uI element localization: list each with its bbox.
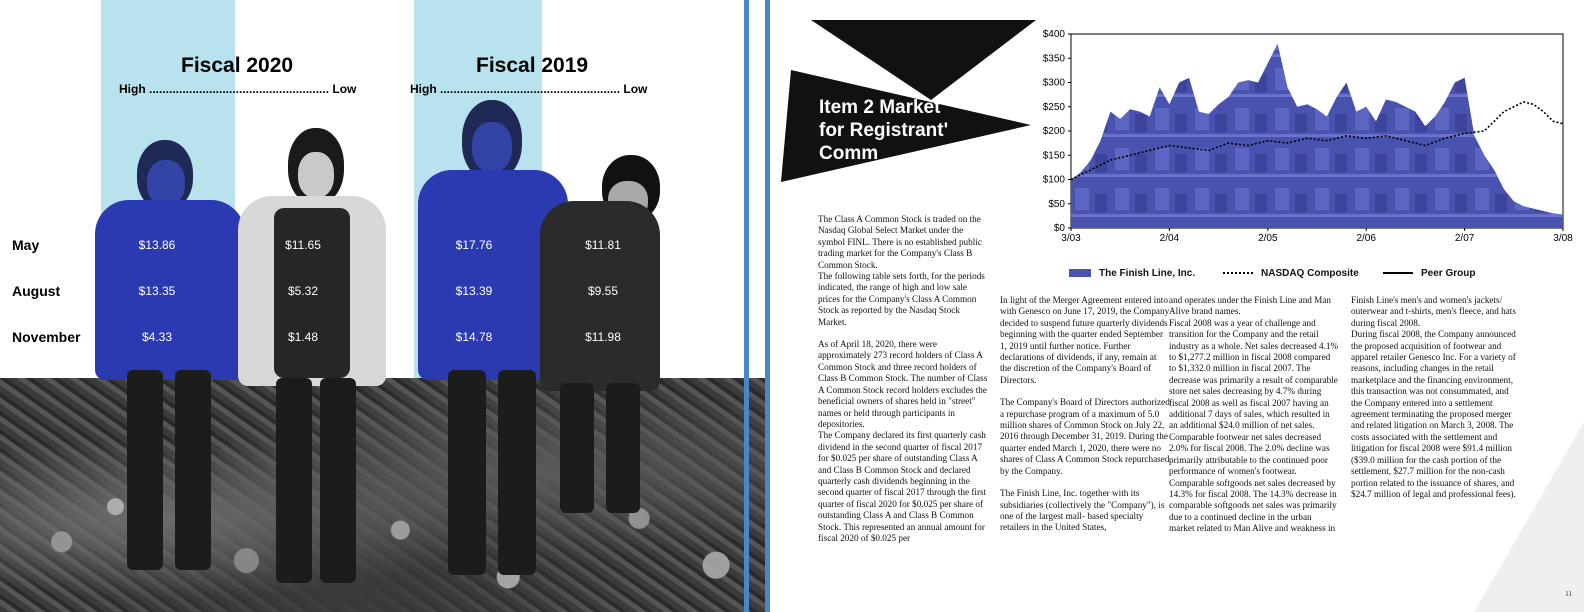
legend-swatch-solid — [1383, 272, 1413, 274]
legend-finish-line — [1069, 268, 1195, 279]
fiscal-2020-title: Fiscal 2020 — [181, 54, 294, 77]
price-cell: $9.55 — [587, 284, 619, 298]
price-cell: $11.65 — [285, 238, 321, 252]
fiscal-2020-high-low-header: High ...................................................... Low — [119, 82, 357, 96]
legend-label: Peer Group — [1421, 268, 1476, 279]
legend-label: The Finish Line, Inc. — [1099, 268, 1196, 279]
legend-swatch-area — [1069, 269, 1091, 277]
plot-area — [1043, 29, 1573, 244]
x-tick-label: 2/07 — [1454, 233, 1475, 244]
x-tick-label: 2/06 — [1356, 233, 1376, 244]
price-cell: $13.39 — [455, 284, 493, 298]
legend-label: NASDAQ Composite — [1261, 268, 1359, 279]
paragraph: The Finish Line, Inc. together with its subsidiaries (collectively the "Company"), is one of the largest mall- based specialty retailers in the United States, — [1000, 488, 1165, 533]
y-tick-label: $0 — [1053, 223, 1065, 234]
row-label-november: November — [12, 329, 81, 345]
page-divider-bar — [744, 0, 749, 612]
right-page — [771, 0, 1584, 612]
y-tick-label: $100 — [1042, 174, 1065, 186]
x-tick-label: 2/05 — [1258, 233, 1278, 244]
paragraph: Finish Line's men's and women's jackets/ outerwear and t-shirts, men's fleece, and hats during fiscal 2008. — [1351, 295, 1516, 328]
row-label-august: August — [12, 283, 61, 299]
paragraph: In light of the Merger Agreement entered into with Genesco on June 17, 2019, the Company decided to suspend future quarterly dividends beginning with the quarter ended September 1, 2019 until further notice. Further declarations of dividends, if any, remain at the discretion of the Company's Board of Directors. — [1000, 295, 1170, 385]
paragraph: The Company's Board of Directors authorized a repurchase program of a maximum of 5.0 million shares of Common Stock on July 22, 2016 through December 31, 2019. During the quarter ended March 1, 2020, there were no shares of Class A Common Stock repurchased by the Company. — [1000, 397, 1170, 476]
text-column-1 — [818, 214, 988, 544]
page-number: 11 — [1565, 590, 1572, 598]
price-cell: $14.78 — [455, 330, 493, 344]
y-tick-label: $400 — [1042, 29, 1065, 40]
fiscal-2019-high-low-header: High ...................................................... Low — [410, 82, 648, 96]
price-cell: $13.86 — [138, 238, 176, 252]
paragraph — [1000, 386, 1170, 397]
legend-peer — [1383, 268, 1475, 279]
y-tick-label: $300 — [1042, 77, 1065, 89]
paragraph: Fiscal 2008 was a year of challenge and transition for the Company and the retail industry as a whole. Net sales decreased 4.1% to $1,277.2 million in fiscal 2008 compared to $1,332.0 million in fiscal 2007. The decrease was primarily a result of comparable store net sales decreasing by 4.7% during fiscal 2008 as well as fiscal 2007 having an additional 7 days of sales, which resulted in an additional $24.0 million of net sales. Comparable footwear net sales decreased 2.0% for fiscal 2008. The 2.0% decline was primarily attributable to the continued poor performance of women's footwear. Comparable softgoods net sales decreased by 14.3% for fiscal 2008. The 14.3% decrease in comparable softgoods net sales was primarily due to a continued decline in the urban market related to Man Alive and weakness in — [1169, 317, 1339, 534]
price-cell: $5.32 — [287, 284, 319, 298]
person-photo-2 — [238, 128, 388, 588]
section-title: Item 2 Market for Registrant' Comm — [819, 97, 949, 164]
paragraph: As of April 18, 2020, there were approximately 273 record holders of Class A Common Stock and three record holders of Class B Common Stock. The number of Class A Common Stock record holders excludes the beneficial owners of shares held in "street" names or held through participants in depositories. — [818, 339, 988, 429]
fiscal-2019-title: Fiscal 2019 — [476, 54, 589, 77]
page-divider-bar — [765, 0, 770, 612]
x-tick-label: 3/03 — [1061, 233, 1081, 244]
y-tick-label: $250 — [1042, 101, 1065, 113]
person-photo-1 — [95, 140, 245, 580]
price-cell: $1.48 — [287, 330, 319, 344]
y-tick-label: $200 — [1042, 126, 1065, 137]
y-tick-label: $150 — [1042, 150, 1065, 162]
text-column-2 — [1000, 295, 1170, 534]
y-tick-label: $350 — [1042, 53, 1065, 65]
stock-performance-chart — [1033, 22, 1573, 244]
price-cell: $13.35 — [138, 284, 176, 298]
paragraph: The following table sets forth, for the periods indicated, the range of high and low sale prices for the Company's Class A Common Stock as reported by the Nasdaq Stock Market. — [818, 271, 985, 327]
y-tick-label: $50 — [1048, 198, 1065, 210]
paragraph: During fiscal 2008, the Company announced the proposed acquisition of footwear and apparel retailer Genesco Inc. For a variety of reasons, including changes in the retail marketplace and the financing environment, this transaction was not consummated, and the Company entered into a settlement agreement terminating the proposed merger and related litigation on March 3, 2008. The costs associated with the settlement and litigation for fiscal 2008 were $91.4 million ($39.0 million for the cash portion of the settlement, $27.7 million for the non-cash portion related to the issuance of shares, and $24.7 million of legal and professional fees). — [1351, 329, 1516, 499]
paragraph: and operates under the Finish Line and Man Alive brand names. — [1169, 295, 1332, 317]
legend-swatch-dotted — [1223, 272, 1253, 274]
paragraph: The Class A Common Stock is traded on the Nasdaq Global Select Market under the symbol FINL. There is no established public trading market for the Company's Class B Common Stock. — [818, 214, 982, 270]
legend-nasdaq — [1223, 268, 1359, 279]
paragraph — [818, 328, 988, 339]
paragraph: The Company declared its first quarterly cash dividend in the second quarter of fiscal 2017 for $0.025 per share of outstanding Class A and Class B Common Stock and declared quarterly cash dividends beginning in the second quarter of fiscal 2017 through the first quarter of fiscal 2020 for $0.025 per share of outstanding Class A and Class B Common Stock. This represented an annual amount for fiscal 2020 of $0.025 per — [818, 430, 987, 543]
price-cell: $17.76 — [455, 238, 493, 252]
text-column-3 — [1169, 295, 1339, 535]
left-page — [0, 0, 770, 612]
paragraph — [1000, 477, 1170, 488]
price-cell: $4.33 — [141, 330, 173, 344]
x-tick-label: 2/04 — [1159, 233, 1180, 244]
price-cell: $11.81 — [585, 238, 621, 252]
text-column-4 — [1351, 295, 1521, 500]
price-cell: $11.98 — [585, 330, 621, 344]
x-tick-label: 3/08 — [1553, 233, 1573, 244]
row-label-may: May — [12, 237, 40, 253]
